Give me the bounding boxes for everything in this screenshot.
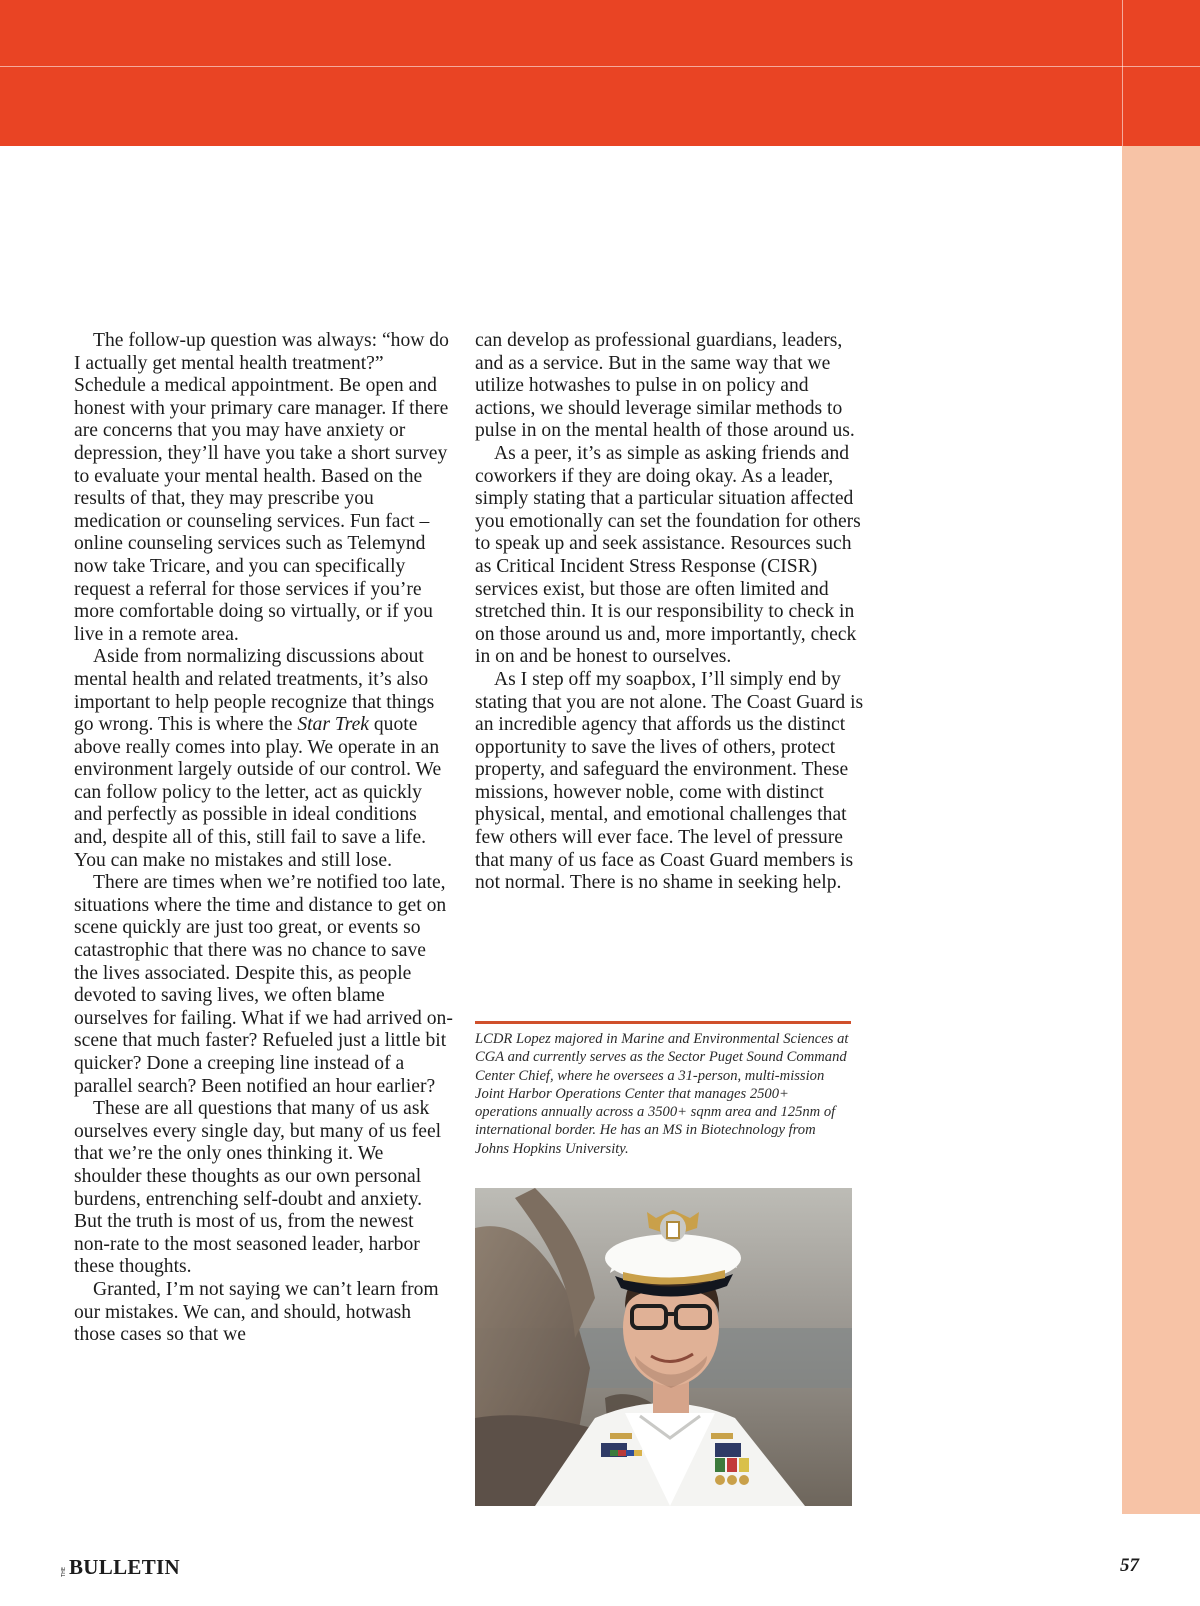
header-band-divider (0, 66, 1200, 67)
author-bio: LCDR Lopez majored in Marine and Environmental Sciences at CGA and currently serves as the Sector Puget Sound Command Center Chief, where he oversees a 31-person, multi-mission Joint Harbor Operations Center that manages 2500+ operations annually across a 3500+ sqnm area and 125nm of international border. He has an MS in Biotechnology from Johns Hopkins University. (475, 1031, 849, 1157)
header-color-band (0, 0, 1200, 146)
logo-bulletin: BULLETIN (69, 1555, 180, 1579)
paragraph-granted: Granted, I’m not saying we can’t learn from our mistakes. We can, and should, hotwash those cases so that we (74, 1278, 439, 1346)
article-column-left (74, 330, 454, 1347)
paragraph-treatment: The follow-up question was always: “how do I actually get mental health treatment?” Schedule a medical appointment. Be open and honest with your primary care manager. If there are concerns that you may have anxiety or depression, they’ll have you take a short survey to evaluate your mental health. Based on the results of that, they may prescribe you medication or counseling services. Fun fact – online counseling services such as Telemynd now take Tricare, and you can specifically request a referral for those services if you’re more comfortable doing so virtually, or if you live in a remote area. (74, 330, 449, 645)
magazine-logo (62, 1555, 180, 1580)
paragraph-questions: These are all questions that many of us ask ourselves every single day, but many of us feel that we’re the only ones thinking it. We shoulder these thoughts as our own personal burdens, entrenching self-doubt and anxiety. But the truth is most of us, from the newest non-rate to the most seasoned leader, harbor these thoughts. (74, 1098, 442, 1278)
page-number: 57 (1120, 1555, 1139, 1576)
author-portrait-photo (475, 1188, 852, 1506)
article-column-right (475, 330, 865, 895)
paragraph-star-trek: Aside from normalizing discussions about mental health and related treatments, it’s also important to help people recognize that things go wrong. This is where the Star Trek quote above really comes into play. We operate in an environment largely outside of our control. We can follow policy to the letter, act as quickly and perfectly as possible in ideal conditions and, despite all of this, still fail to save a life. You can make no mistakes and still lose. (74, 646, 442, 871)
bio-divider (475, 1021, 851, 1024)
side-color-strip (1122, 146, 1200, 1514)
paragraph-soapbox: As I step off my soapbox, I’ll simply end by stating that you are not alone. The Coast Guard is an incredible agency that affords us the distinct opportunity to save the lives of others, protect property, and safeguard the environment. These missions, however noble, come with distinct physical, mental, and emotional challenges that few others will ever face. The level of pressure that many of us face as Coast Guard members is not normal. There is no shame in seeking help. (475, 668, 864, 894)
paragraph-peer: As a peer, it’s as simple as asking friends and coworkers if they are doing okay. As a leader, simply stating that a particular situation affected you emotionally can set the foundation for others to speak up and seek assistance. Resources such as Critical Incident Stress Response (CISR) services exist, but those are often limited and stretched thin. It is our responsibility to check in on those around us and, more importantly, check in on and be honest to ourselves. (475, 442, 861, 668)
header-band-column-divider (1122, 0, 1123, 146)
logo-the: THE (61, 1567, 67, 1577)
paragraph-continued: can develop as professional guardians, leaders, and as a service. But in the same way that we utilize hotwashes to pulse in on policy and actions, we should leverage similar methods to pulse in on the mental health of those around us. (475, 330, 855, 442)
star-trek-title: Star Trek (297, 714, 369, 736)
paragraph-notified-late: There are times when we’re notified too late, situations where the time and distance to get on scene quickly are just too great, or events so catastrophic that there was no chance to save the lives associated. Despite this, as people devoted to saving lives, we often blame ourselves for failing. What if we had arrived on-scene that much faster? Refueled just a little bit quicker? Done a creeping line instead of a parallel search? Been notified an hour earlier? (74, 872, 453, 1097)
